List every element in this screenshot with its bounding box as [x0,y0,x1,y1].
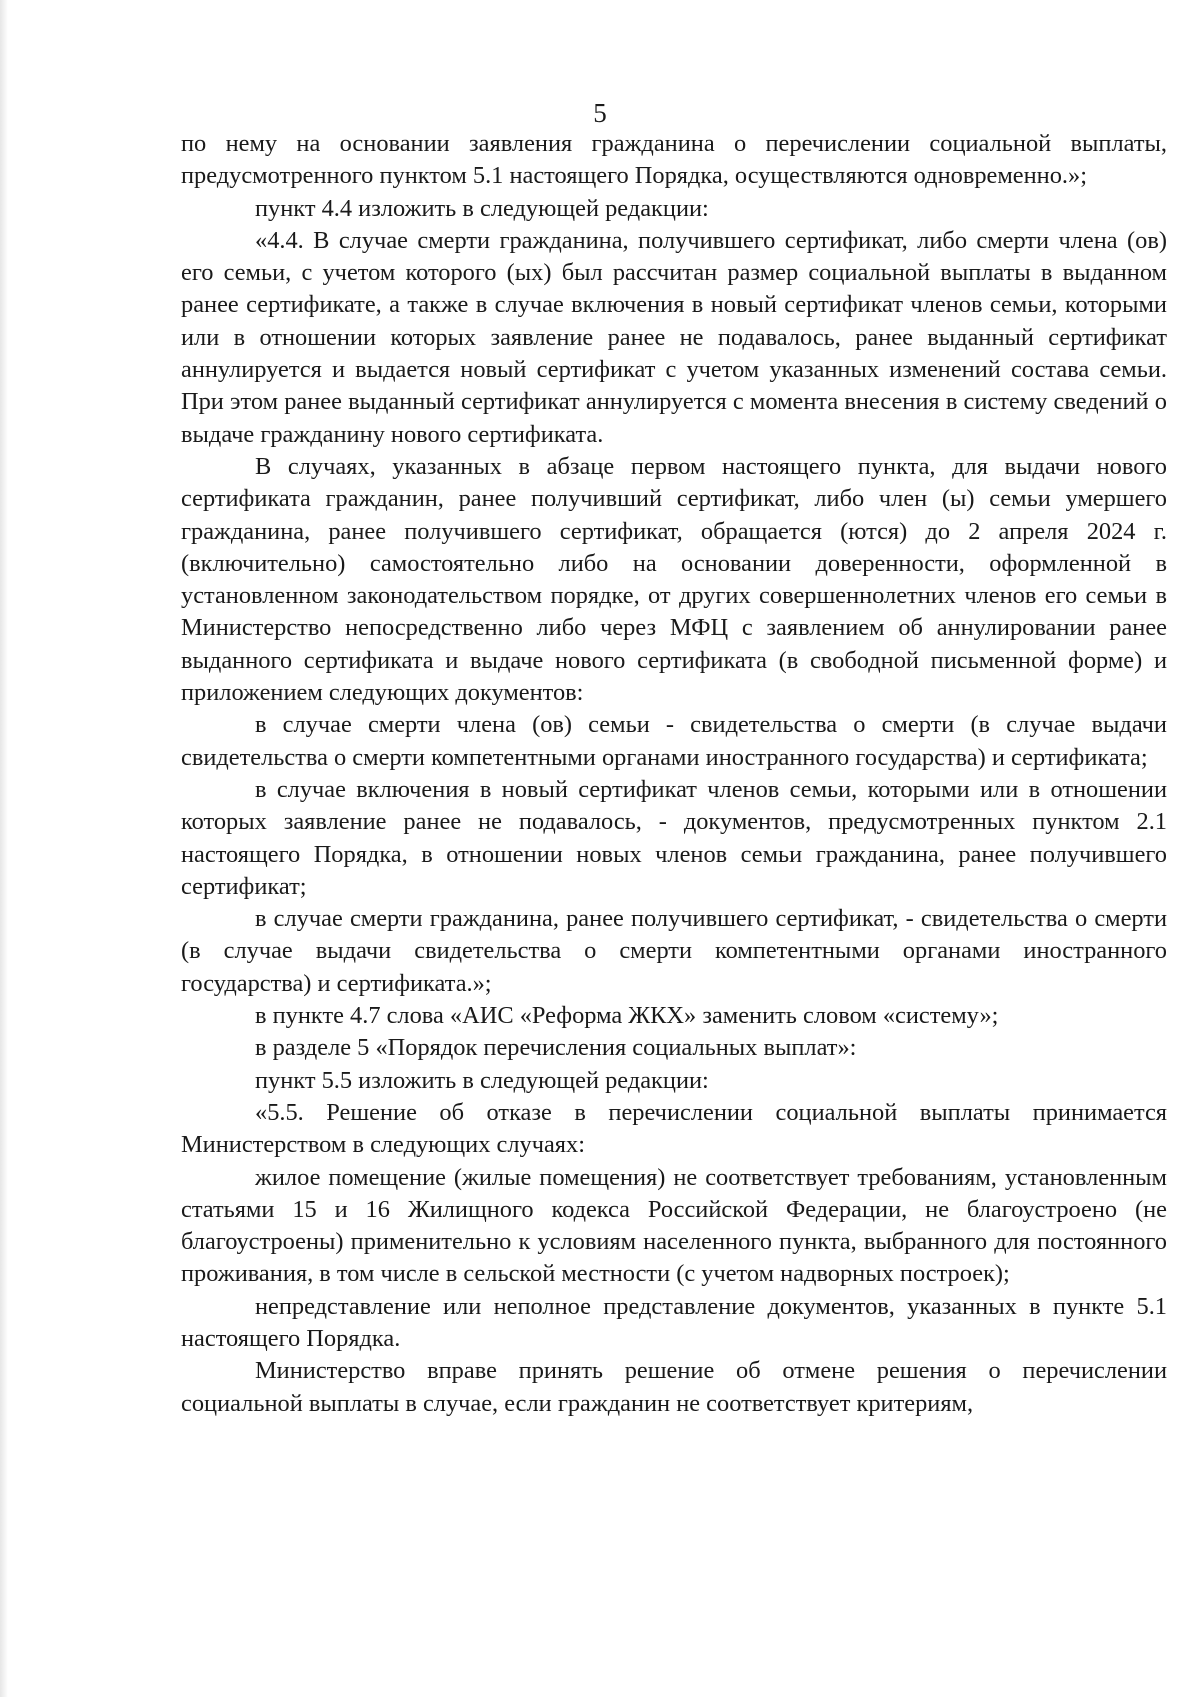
scan-edge-shadow [0,0,8,1697]
paragraph: в пункте 4.7 слова «АИС «Реформа ЖКХ» заменить словом «систему»; [255,1002,999,1030]
paragraph: в случае включения в новый сертификат членов семьи, которыми или в отношении которых заявление ранее не подавалось, - документов, предусмотренных пунктом 2.1 настоящего Порядка, в отношении новых членов семьи гражданина, ранее получившего сертификат; [181,775,1167,900]
paragraph: пункт 5.5 изложить в следующей редакции: [255,1066,709,1094]
paragraph: непредставление или неполное представление документов, указанных в пункте 5.1 настоящего Порядка. [181,1292,1167,1352]
paragraph: пункт 4.4 изложить в следующей редакции: [255,194,709,222]
paragraph: по нему на основании заявления гражданина о перечислении социальной выплаты, предусмотренного пунктом 5.1 настоящего Порядка, осуществляются одновременно.»; [181,130,1167,190]
paragraph: «5.5. Решение об отказе в перечислении социальной выплаты принимается Министерством в следующих случаях: [181,1098,1167,1159]
paragraph: жилое помещение (жилые помещения) не соответствует требованиям, установленным статьями 15 и 16 Жилищного кодекса Российской Федерации, не благоустроено (не благоустроены) применительно к условиям населенного пункта, выбранного для постоянного проживания, в том числе в сельской местности (с учетом надворных построек); [181,1163,1167,1288]
page-number: 5 [593,98,607,128]
paragraph: в случае смерти члена (ов) семьи - свидетельства о смерти (в случае выдачи свидетельства о смерти компетентными органами иностранного государства) и сертификата; [181,711,1167,771]
document-body [181,128,1167,1420]
paragraph: в разделе 5 «Порядок перечисления социальных выплат»: [255,1034,857,1062]
paragraph: «4.4. В случае смерти гражданина, получившего сертификат, либо смерти члена (ов) его семьи, с учетом которого (ых) был рассчитан размер социальной выплаты в выданном ранее сертификате, а также в случае включения в новый сертификат членов семьи, которыми или в отношении которых заявление ранее не подавалось, ранее выданный сертификат аннулируется и выдается новый сертификат с учетом указанных изменений состава семьи. При этом ранее выданный сертификат аннулируется с момента внесения в систему сведений о выдаче гражданину нового сертификата. [181,226,1167,448]
paragraph: Министерство вправе принять решение об отмене решения о перечислении социальной выплаты в случае, если гражданин не соответствует критериям, [181,1357,1167,1417]
paragraph: в случае смерти гражданина, ранее получившего сертификат, - свидетельства о смерти (в случае выдачи свидетельства о смерти компетентными органами иностранного государства) и сертификата.»; [181,905,1167,997]
paragraph: В случаях, указанных в абзаце первом настоящего пункта, для выдачи нового сертификата гражданин, ранее получивший сертификат, либо член (ы) семьи умершего гражданина, ранее получившего сертификат, обращается (ются) до 2 апреля 2024 г. (включительно) самостоятельно либо на основании доверенности, оформленной в установленном законодательством порядке, от других совершеннолетних членов его семьи в Министерство непосредственно либо через МФЦ с заявлением об аннулировании ранее выданного сертификата и выдаче нового сертификата (в свободной письменной форме) и приложением следующих документов: [181,452,1167,707]
